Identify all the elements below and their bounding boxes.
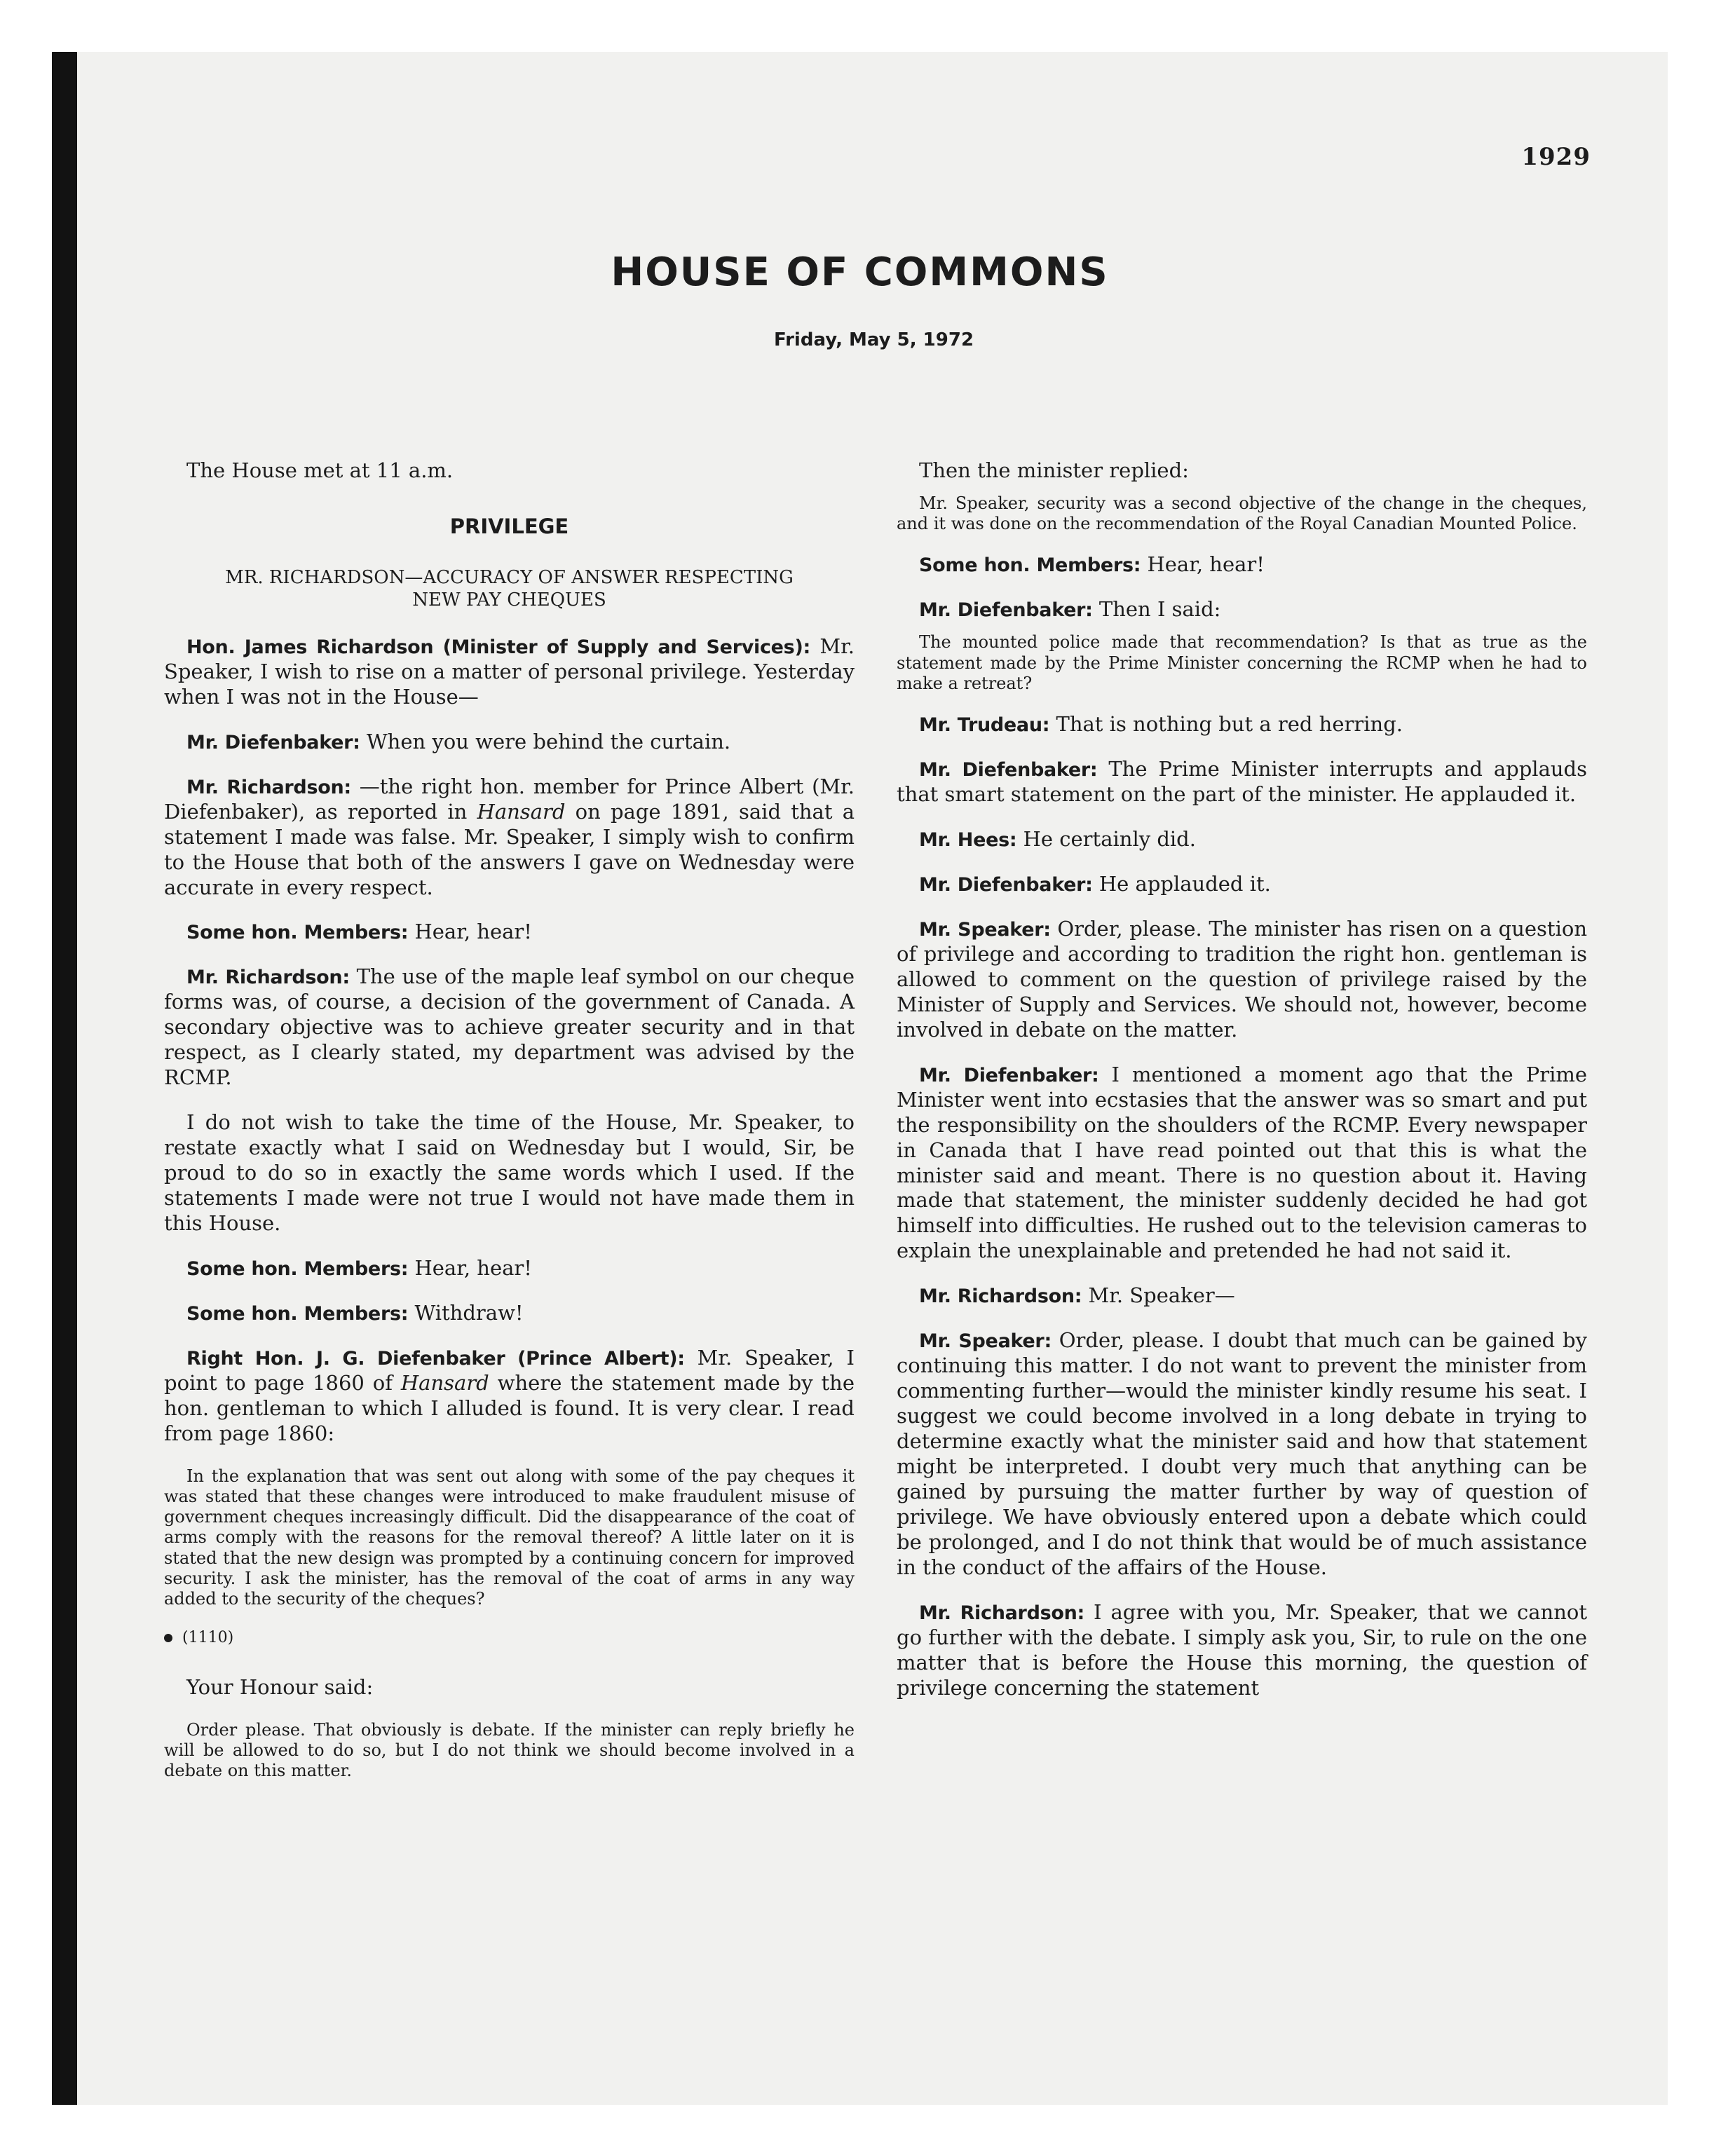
- speaker-name: Right Hon. J. G. Diefenbaker (Prince Albert):: [186, 1347, 685, 1370]
- quoted-passage: Order please. That obviously is debate. If the minister can reply briefly he will be allowed to do so, but I do not think we should become involved in a debate on this matter.: [164, 1719, 855, 1781]
- speech-text: I agree with you, Mr. Speaker, that we cannot go further with the debate. I simply ask you, Sir, to rule on the one matter that is before the House this morning, the question of privilege concerning the statement: [897, 1599, 1588, 1700]
- speech-text: Hear, hear!: [414, 920, 532, 944]
- speaker-name: Mr. Speaker:: [919, 1330, 1052, 1353]
- section-heading: PRIVILEGE: [449, 514, 569, 538]
- speech-paragraph: [897, 1283, 1587, 1309]
- speech-paragraph: I do not wish to take the time of the House, Mr. Speaker, to restate exactly what I said on Wednesday but I would, Sir, be proud to do so in exactly the same words which I used. If the statements I made were not true I would not have made them in this House.: [164, 1110, 855, 1236]
- speech-paragraph: [897, 917, 1587, 1043]
- speaker-name: Mr. Trudeau:: [919, 714, 1050, 737]
- speaker-name: Some hon. Members:: [186, 922, 409, 944]
- speech-text: Withdraw!: [414, 1300, 524, 1325]
- speaker-name: Mr. Diefenbaker:: [919, 874, 1093, 896]
- scan-edge-bar: [52, 52, 77, 2105]
- speech-paragraph: [897, 827, 1587, 852]
- speaker-name: Some hon. Members:: [186, 1257, 409, 1280]
- speech-paragraph: [164, 1346, 855, 1447]
- speaker-name: Mr. Richardson:: [186, 967, 350, 989]
- speech-paragraph: [164, 634, 855, 710]
- speaker-name: Hon. James Richardson (Minister of Supply and Services):: [186, 636, 810, 658]
- speech-paragraph: [897, 757, 1587, 807]
- speaker-name: Mr. Diefenbaker:: [919, 759, 1098, 782]
- left-column: [164, 458, 855, 1800]
- speech-text: Order, please. The minister has risen on a question of privilege and according to tradition the right hon. gentleman is allowed to comment on the question of privilege raised by the Minister of Supply and Services. We should not, however, become involved in debate on the matter.: [897, 916, 1587, 1042]
- speaker-name: Mr. Richardson:: [186, 776, 351, 798]
- speech-paragraph: [164, 964, 855, 1091]
- page-number: 1929: [1521, 143, 1591, 171]
- speech-text: Mr. Speaker, I point to page 1860 of: [164, 1345, 855, 1395]
- speech-text: He certainly did.: [1023, 827, 1196, 852]
- time-stamp: (1110): [182, 1628, 234, 1646]
- subheading-line-2: NEW PAY CHEQUES: [412, 589, 606, 611]
- speech-paragraph: Your Honour said:: [186, 1674, 374, 1699]
- speech-text: The Prime Minister interrupts and applauds that smart statement on the part of the minister. He applauded it.: [897, 757, 1587, 807]
- speech-paragraph: [164, 920, 855, 945]
- speech-text: Mr. Speaker—: [1088, 1283, 1235, 1308]
- speech-text: —the right hon. member for Prince Albert (Mr. Diefenbaker), as reported in: [164, 774, 855, 824]
- speech-text: Hear, hear!: [414, 1255, 532, 1280]
- hansard-reference: Hansard: [400, 1370, 489, 1395]
- speaker-name: Some hon. Members:: [919, 554, 1141, 577]
- quoted-passage: The mounted police made that recommendation? Is that as true as the statement made by the Prime Minister concerning the RCMP when he had to make a retreat?: [897, 632, 1587, 693]
- speech-paragraph: [164, 730, 855, 755]
- speech-text: where the statement made by the hon. gentleman to which I alluded is found. It is very clear. I read from page 1860:: [164, 1370, 855, 1445]
- bullet-icon: [164, 1634, 172, 1642]
- quoted-passage: Mr. Speaker, security was a second objective of the change in the cheques, and it was done on the recommendation of the Royal Canadian Mounted Police.: [897, 493, 1587, 534]
- speaker-name: Mr. Richardson:: [919, 1285, 1082, 1308]
- speech-paragraph: [897, 552, 1587, 578]
- right-column: [897, 458, 1587, 1721]
- speech-paragraph: [164, 775, 855, 901]
- speaker-name: Mr. Diefenbaker:: [919, 1064, 1099, 1086]
- opening-line: The House met at 11 a.m.: [186, 458, 454, 482]
- speaker-name: Mr. Speaker:: [919, 918, 1051, 941]
- speech-text: That is nothing but a red herring.: [1056, 712, 1403, 737]
- speech-paragraph: [897, 1063, 1587, 1264]
- speaker-name: Mr. Hees:: [919, 829, 1017, 852]
- quoted-passage: In the explanation that was sent out along with some of the pay cheques it was stated that these changes were introduced to make fraudulent misuse of government cheques increasingly difficult. Did the disappearance of the coat of arms comply with the reasons for the removal thereof? A little later on it is stated that the new design was prompted by a continuing concern for improved security. I ask the minister, has the removal of the coat of arms in any way added to the security of the cheques?: [164, 1466, 855, 1609]
- hansard-reference: Hansard: [477, 799, 566, 824]
- speech-text: Hear, hear!: [1147, 552, 1265, 577]
- subheading-line-1: MR. RICHARDSON—ACCURACY OF ANSWER RESPECTING: [225, 566, 794, 588]
- section-subheading: [164, 566, 855, 612]
- speech-text: The use of the maple leaf symbol on our cheque forms was, of course, a decision of the government of Canada. A secondary objective was to achieve greater security and in that respect, as I clearly stated, my department was advised by the RCMP.: [164, 964, 855, 1090]
- speech-text: I mentioned a moment ago that the Prime Minister went into ecstasies that the answer was so smart and put the responsibility on the shoulders of the RCMP. Every newspaper in Canada that I have read pointed out that this is what the minister said and meant. There is no question about it. Having made that statement, the minister suddenly decided he had got himself into difficulties. He rushed out to the television cameras to explain the unexplainable and pretended he had not said it.: [897, 1062, 1588, 1263]
- speaker-name: Mr. Diefenbaker:: [919, 599, 1093, 622]
- speech-paragraph: [897, 872, 1587, 897]
- speech-paragraph: [897, 597, 1587, 622]
- speaker-name: Mr. Richardson:: [919, 1602, 1085, 1624]
- time-marker: [164, 1628, 855, 1647]
- speech-paragraph: [897, 712, 1587, 737]
- speaker-name: Some hon. Members:: [186, 1302, 409, 1325]
- speech-paragraph: [164, 1301, 855, 1326]
- speech-paragraph: [897, 1600, 1587, 1701]
- speaker-name: Mr. Diefenbaker:: [186, 731, 360, 753]
- speech-text: Then I said:: [1098, 597, 1221, 622]
- speech-text: He applauded it.: [1098, 872, 1271, 896]
- speech-text: When you were behind the curtain.: [366, 729, 731, 753]
- sitting-date: Friday, May 5, 1972: [774, 329, 974, 350]
- page-title: HOUSE OF COMMONS: [611, 250, 1109, 295]
- scanned-page: [52, 52, 1668, 2105]
- speech-paragraph: [164, 1256, 855, 1281]
- speech-text: Order, please. I doubt that much can be gained by continuing this matter. I do not want to prevent the minister from commenting further—would the minister kindly resume his seat. I suggest we could become involved in a long debate in trying to determine exactly what the minister said and how that statement might be interpreted. I doubt very much that anything can be gained by pursuing the matter further by way of question of privilege. We have obviously entered upon a debate which could be prolonged, and I do not think that would be of much assistance in the conduct of the affairs of the House.: [897, 1328, 1588, 1579]
- speech-paragraph: [897, 1328, 1587, 1581]
- speech-paragraph: Then the minister replied:: [919, 458, 1189, 482]
- speech-text: Mr. Speaker, I wish to rise on a matter of personal privilege. Yesterday when I was not in the House—: [164, 634, 855, 709]
- speech-text: on page 1891, said that a statement I made was false. Mr. Speaker, I simply wish to confirm to the House that both of the answers I gave on Wednesday were accurate in every respect.: [164, 799, 855, 899]
